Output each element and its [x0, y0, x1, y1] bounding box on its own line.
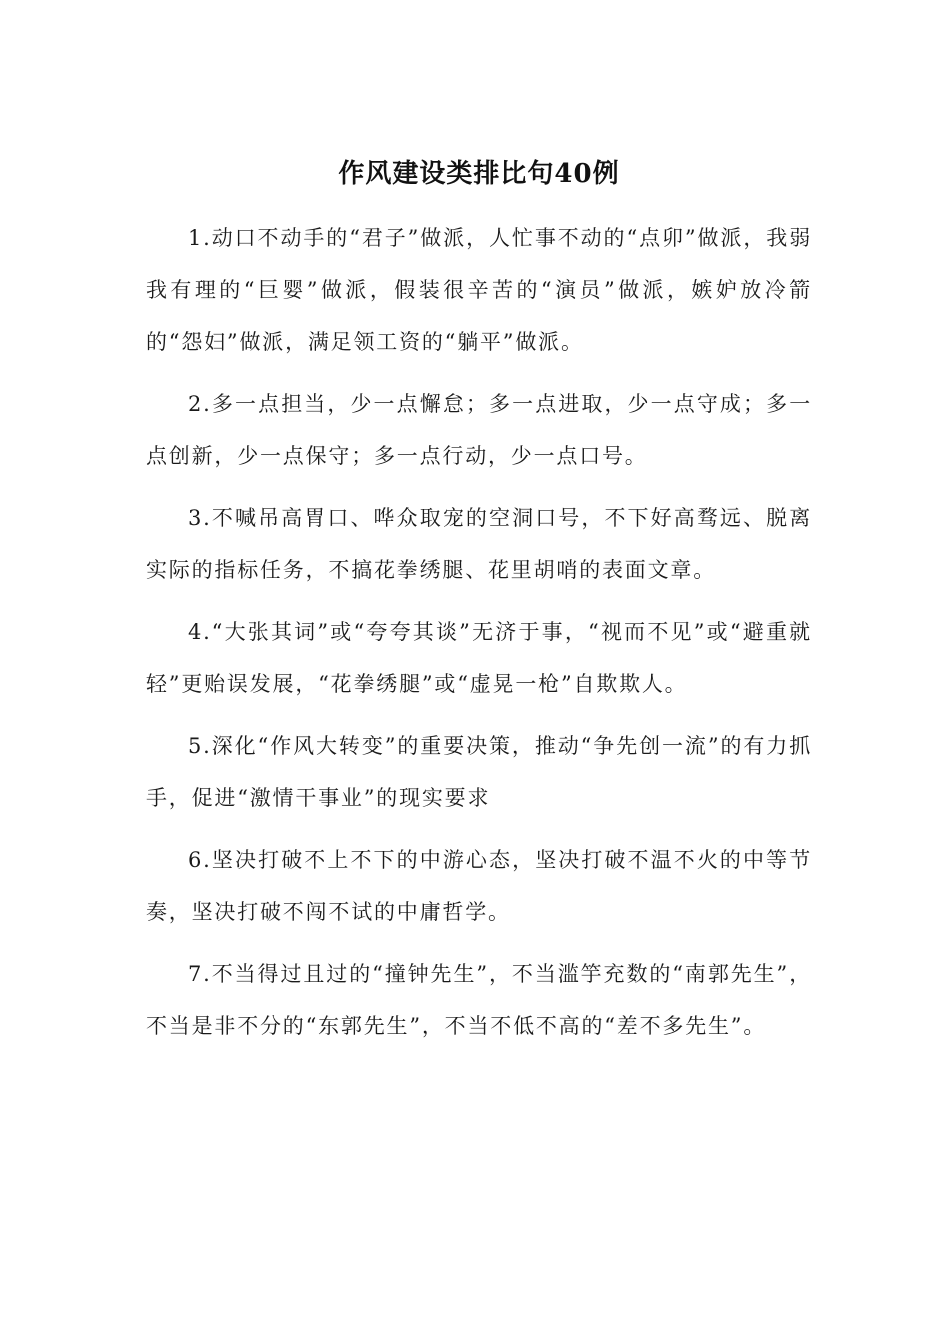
paragraph-1: 1.动口不动手的“君子”做派，人忙事不动的“点卯”做派，我弱我有理的“巨婴”做派，假装很辛苦的“演员”做派，嫉妒放冷箭的“怨妇”做派，满足领工资的“躺平”做派。 — [146, 226, 812, 354]
paragraph-7: 7.不当得过且过的“撞钟先生”，不当滥竽充数的“南郭先生”，不当是非不分的“东郭先生”，不当不低不高的“差不多先生”。 — [146, 962, 812, 1038]
paragraph-3: 3.不喊吊高胃口、哗众取宠的空洞口号，不下好高骛远、脱离实际的指标任务，不搞花拳绣腿、花里胡哨的表面文章。 — [146, 506, 812, 582]
document-page — [146, 150, 812, 1062]
paragraph-2: 2.多一点担当，少一点懈怠；多一点进取，少一点守成；多一点创新，少一点保守；多一点行动，少一点口号。 — [146, 392, 812, 468]
paragraph-5: 5.深化“作风大转变”的重要决策，推动“争先创一流”的有力抓手，促进“激情干事业”的现实要求 — [146, 734, 812, 810]
paragraph-4: 4.“大张其词”或“夸夸其谈”无济于事，“视而不见”或“避重就轻”更贻误发展，“花拳绣腿”或“虚晃一枪”自欺欺人。 — [146, 620, 812, 696]
document-title: 作风建设类排比句40例 — [338, 159, 620, 189]
paragraph-6: 6.坚决打破不上不下的中游心态，坚决打破不温不火的中等节奏，坚决打破不闯不试的中庸哲学。 — [146, 848, 812, 924]
